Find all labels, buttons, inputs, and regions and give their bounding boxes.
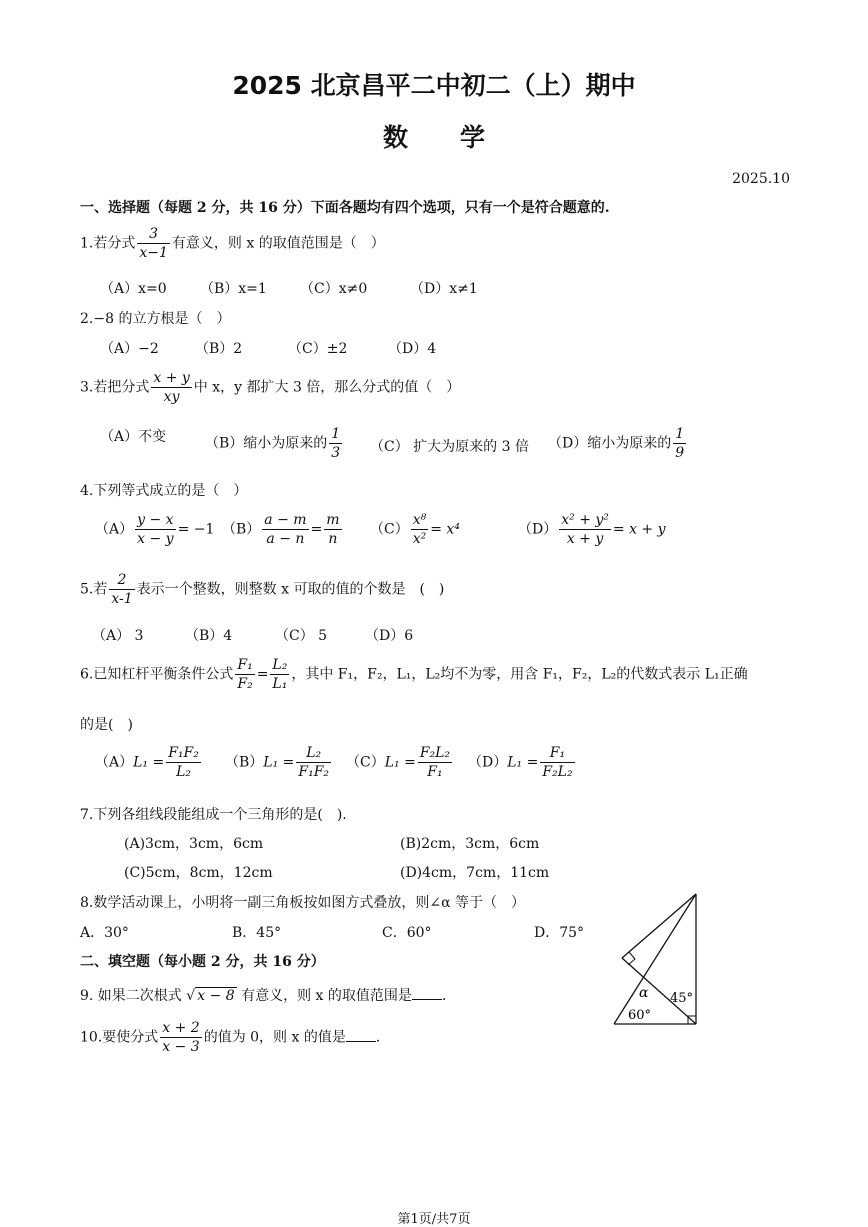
- q3-fraction: $\frac{x + y}{xy}$: [153, 370, 190, 405]
- question-7: 7.下列各组线段能组成一个三角形的是( ).: [80, 807, 347, 823]
- question-1: 1.若分式 $\frac{3}{x-1}$ 有意义，则 x 的取值范围是（ ）: [80, 226, 385, 261]
- angle-45-label: 45°: [670, 991, 694, 1006]
- q7-option-c: (C)5cm，8cm，12cm: [124, 865, 273, 881]
- q5-option-a: （A） 3: [92, 628, 144, 644]
- q2-option-b: （B）2: [195, 341, 243, 357]
- exam-date: 2025.10: [732, 171, 790, 187]
- subject-title: 数学: [382, 123, 537, 152]
- q2-option-c: （C）±2: [288, 341, 348, 357]
- q7-option-a: (A)3cm，3cm，6cm: [124, 836, 264, 852]
- page-title: 2025 北京昌平二中初二（上）期中: [232, 71, 636, 100]
- q6-option-d: （D）L₁ = $\frac{\text{F₁}}{\text{F₂L₂}}$: [468, 745, 573, 780]
- q5-option-b: （B）4: [185, 628, 233, 644]
- q5-option-d: （D）6: [365, 628, 414, 644]
- right-angle-mark: [628, 952, 635, 965]
- q1-option-b: （B）x=1: [200, 281, 267, 297]
- question-10: 10.要使分式 $\frac{x + 2}{x - 3}$ 的值为 0，则 x 的值是 .: [80, 1020, 381, 1055]
- question-8: 8.数学活动课上，小明将一副三角板按如图方式叠放，则∠α 等于（ ）: [80, 895, 525, 911]
- q8-option-a: A．30°: [80, 925, 129, 941]
- question-9: 9. 如果二次根式 √ x − 8 有意义，则 x 的取值范围是 .: [80, 988, 447, 1004]
- section-fill-heading: 二、填空题（每小题 2 分，共 16 分）: [80, 954, 325, 970]
- question-4: 4.下列等式成立的是（ ）: [80, 483, 248, 499]
- q4-option-d: （D） $\frac{\text{x² + y²}}{x + y}$ = x + y: [518, 512, 666, 547]
- q8-option-d: D．75°: [534, 925, 585, 941]
- q4-option-b: （B） $\frac{a - m}{a - n}$ = $\frac{m}{n}$: [222, 512, 340, 547]
- q6-option-a: （A）L₁ = $\frac{\text{F₁F₂}}{\text{L₂}}$: [95, 745, 199, 780]
- angle-60-label: 60°: [628, 1008, 652, 1023]
- page-footer: 第1页/共7页: [397, 1212, 471, 1227]
- question-3: 3.若把分式 $\frac{x + y}{xy}$ 中 x，y 都扩大 3 倍，那么分式的值（ ）: [80, 370, 461, 405]
- question-6: 6.已知杠杆平衡条件公式 $\frac{\text{F₁}}{\text{F₂}}$ = $\frac{\text{L₂}}{\text{L₁}}$ ，其中 F₁，F₂，L₁，L₂均不为零，用含 F₁，F₂，L₂的代数式表示 L₁正确: [80, 657, 748, 692]
- q8-option-b: B．45°: [232, 925, 282, 941]
- q10-answer-blank[interactable]: [346, 1041, 376, 1042]
- q2-option-d: （D）4: [388, 341, 437, 357]
- q1-option-a: （A）x=0: [100, 281, 167, 297]
- question-5: 5.若 $\frac{2}{x-1}$ 表示一个整数，则整数 x 可取的值的个数是 ( ): [80, 572, 445, 607]
- alpha-label: α: [639, 985, 649, 1001]
- question-6-line-2: 的是( ): [80, 717, 133, 733]
- q9-answer-blank[interactable]: [412, 999, 442, 1000]
- question-2: 2.−8 的立方根是（ ）: [80, 311, 231, 327]
- q5-fraction: $\frac{2}{x-1}$: [111, 572, 133, 607]
- section-choice-heading: 一、选择题（每题 2 分，共 16 分）下面各题均有四个选项，只有一个是符合题意的.: [80, 200, 610, 216]
- q3-option-c: （C） 扩大为原来的 3 倍: [370, 439, 529, 455]
- q1-fraction: $\frac{3}{x-1}$: [139, 226, 168, 261]
- q6-option-c: （C）L₁ = $\frac{\text{F₂L₂}}{\text{F₁}}$: [346, 745, 451, 780]
- q8-option-c: C．60°: [382, 925, 432, 941]
- triangle-set-figure: [606, 888, 706, 1030]
- q2-option-a: （A）−2: [100, 341, 159, 357]
- q1-option-d: （D）x≠1: [410, 281, 478, 297]
- q5-option-c: （C） 5: [275, 628, 328, 644]
- q6-option-b: （B）L₁ = $\frac{\text{L₂}}{\text{F₁F₂}}$: [225, 745, 330, 780]
- q4-option-a: （A） $\frac{y - x}{x - y}$ = −1: [95, 512, 215, 547]
- q7-option-b: (B)2cm，3cm，6cm: [400, 836, 540, 852]
- q3-option-d: （D）缩小为原来的 $\frac{1}{9}$: [548, 426, 685, 461]
- triangle-45-leg: [622, 894, 696, 958]
- q1-option-c: （C）x≠0: [300, 281, 368, 297]
- q3-option-b: （B）缩小为原来的 $\frac{1}{3}$: [205, 426, 341, 461]
- q3-option-a: （A）不变: [100, 429, 167, 445]
- q7-option-d: (D)4cm，7cm，11cm: [400, 865, 550, 881]
- q4-option-c: （C） $\frac{\text{x⁸}}{\text{x²}}$ = x⁴: [370, 512, 460, 547]
